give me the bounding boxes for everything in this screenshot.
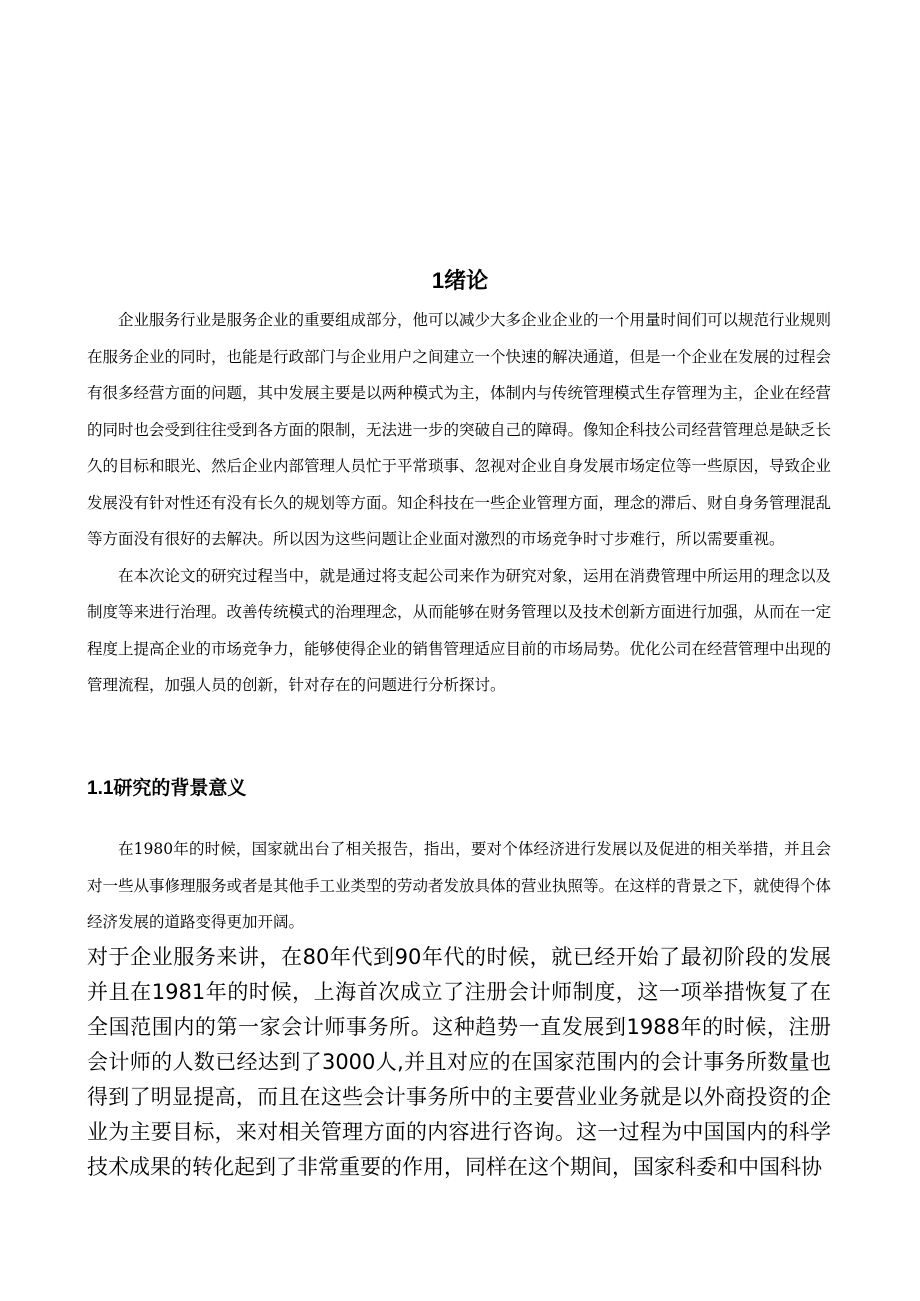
background-section xyxy=(87,831,831,941)
section-heading: 1.1研究的背景意义 xyxy=(87,778,247,799)
chapter-title: 1绪论 xyxy=(431,268,489,293)
intro-section xyxy=(87,302,831,704)
background-paragraph: 在1980年的时候，国家就出台了相关报告，指出，要对个体经济进行发展以及促进的相关举措，并且会对一些从事修理服务或者是其他手工业类型的劳动者发放具体的营业执照等。在这样的背景之下，就使得个体经济发展的道路变得更加开阔。 xyxy=(87,840,832,931)
large-text-paragraph: 对于企业服务来讲，在80年代到90年代的时候，就已经开始了最初阶段的发展并且在1981年的时候，上海首次成立了注册会计师制度，这一项举措恢复了在全国范围内的第一家会计师事务所。这种趋势一直发展到1988年的时候，注册会计师的人数已经达到了3000人,并且对应的在国家范围内的会计事务所数量也得到了明显提高，而且在这些会计事务所中的主要营业业务就是以外商投资的企业为主要目标，来对相关管理方面的内容进行咨询。这一过程为中国国内的科学技术成果的转化起到了非常重要的作用，同样在这个期间，国家科委和中国科协 xyxy=(87,945,831,1179)
large-text-section xyxy=(87,940,831,1185)
intro-paragraph-1: 企业服务行业是服务企业的重要组成部分，他可以减少大多企业企业的一个用量时间们可以规范行业规则在服务企业的同时，也能是行政部门与企业用户之间建立一个快速的解决通道，但是一个企业在发展的过程会有很多经营方面的问题，其中发展主要是以两种模式为主，体制内与传统管理模式生存管理为主，企业在经营的同时也会受到往往受到各方面的限制，无法进一步的突破自己的障碍。像知企科技公司经营管理总是缺乏长久的目标和眼光、然后企业内部管理人员忙于平常琐事、忽视对企业自身发展市场定位等一些原因，导致企业发展没有针对性还有没有长久的规划等方面。知企科技在一些企业管理方面，理念的滞后、财自身务管理混乱等方面没有很好的去解决。所以因为这些问题让企业面对激烈的市场竞争时寸步难行，所以需要重视。 xyxy=(87,311,832,548)
intro-paragraph-2: 在本次论文的研究过程当中，就是通过将支起公司来作为研究对象，运用在消费管理中所运用的理念以及制度等来进行治理。改善传统模式的治理理念，从而能够在财务管理以及技术创新方面进行加强，从而在一定程度上提高企业的市场竞争力，能够使得企业的销售管理适应目前的市场局势。优化公司在经营管理中出现的管理流程，加强人员的创新，针对存在的问题进行分析探讨。 xyxy=(87,566,832,694)
